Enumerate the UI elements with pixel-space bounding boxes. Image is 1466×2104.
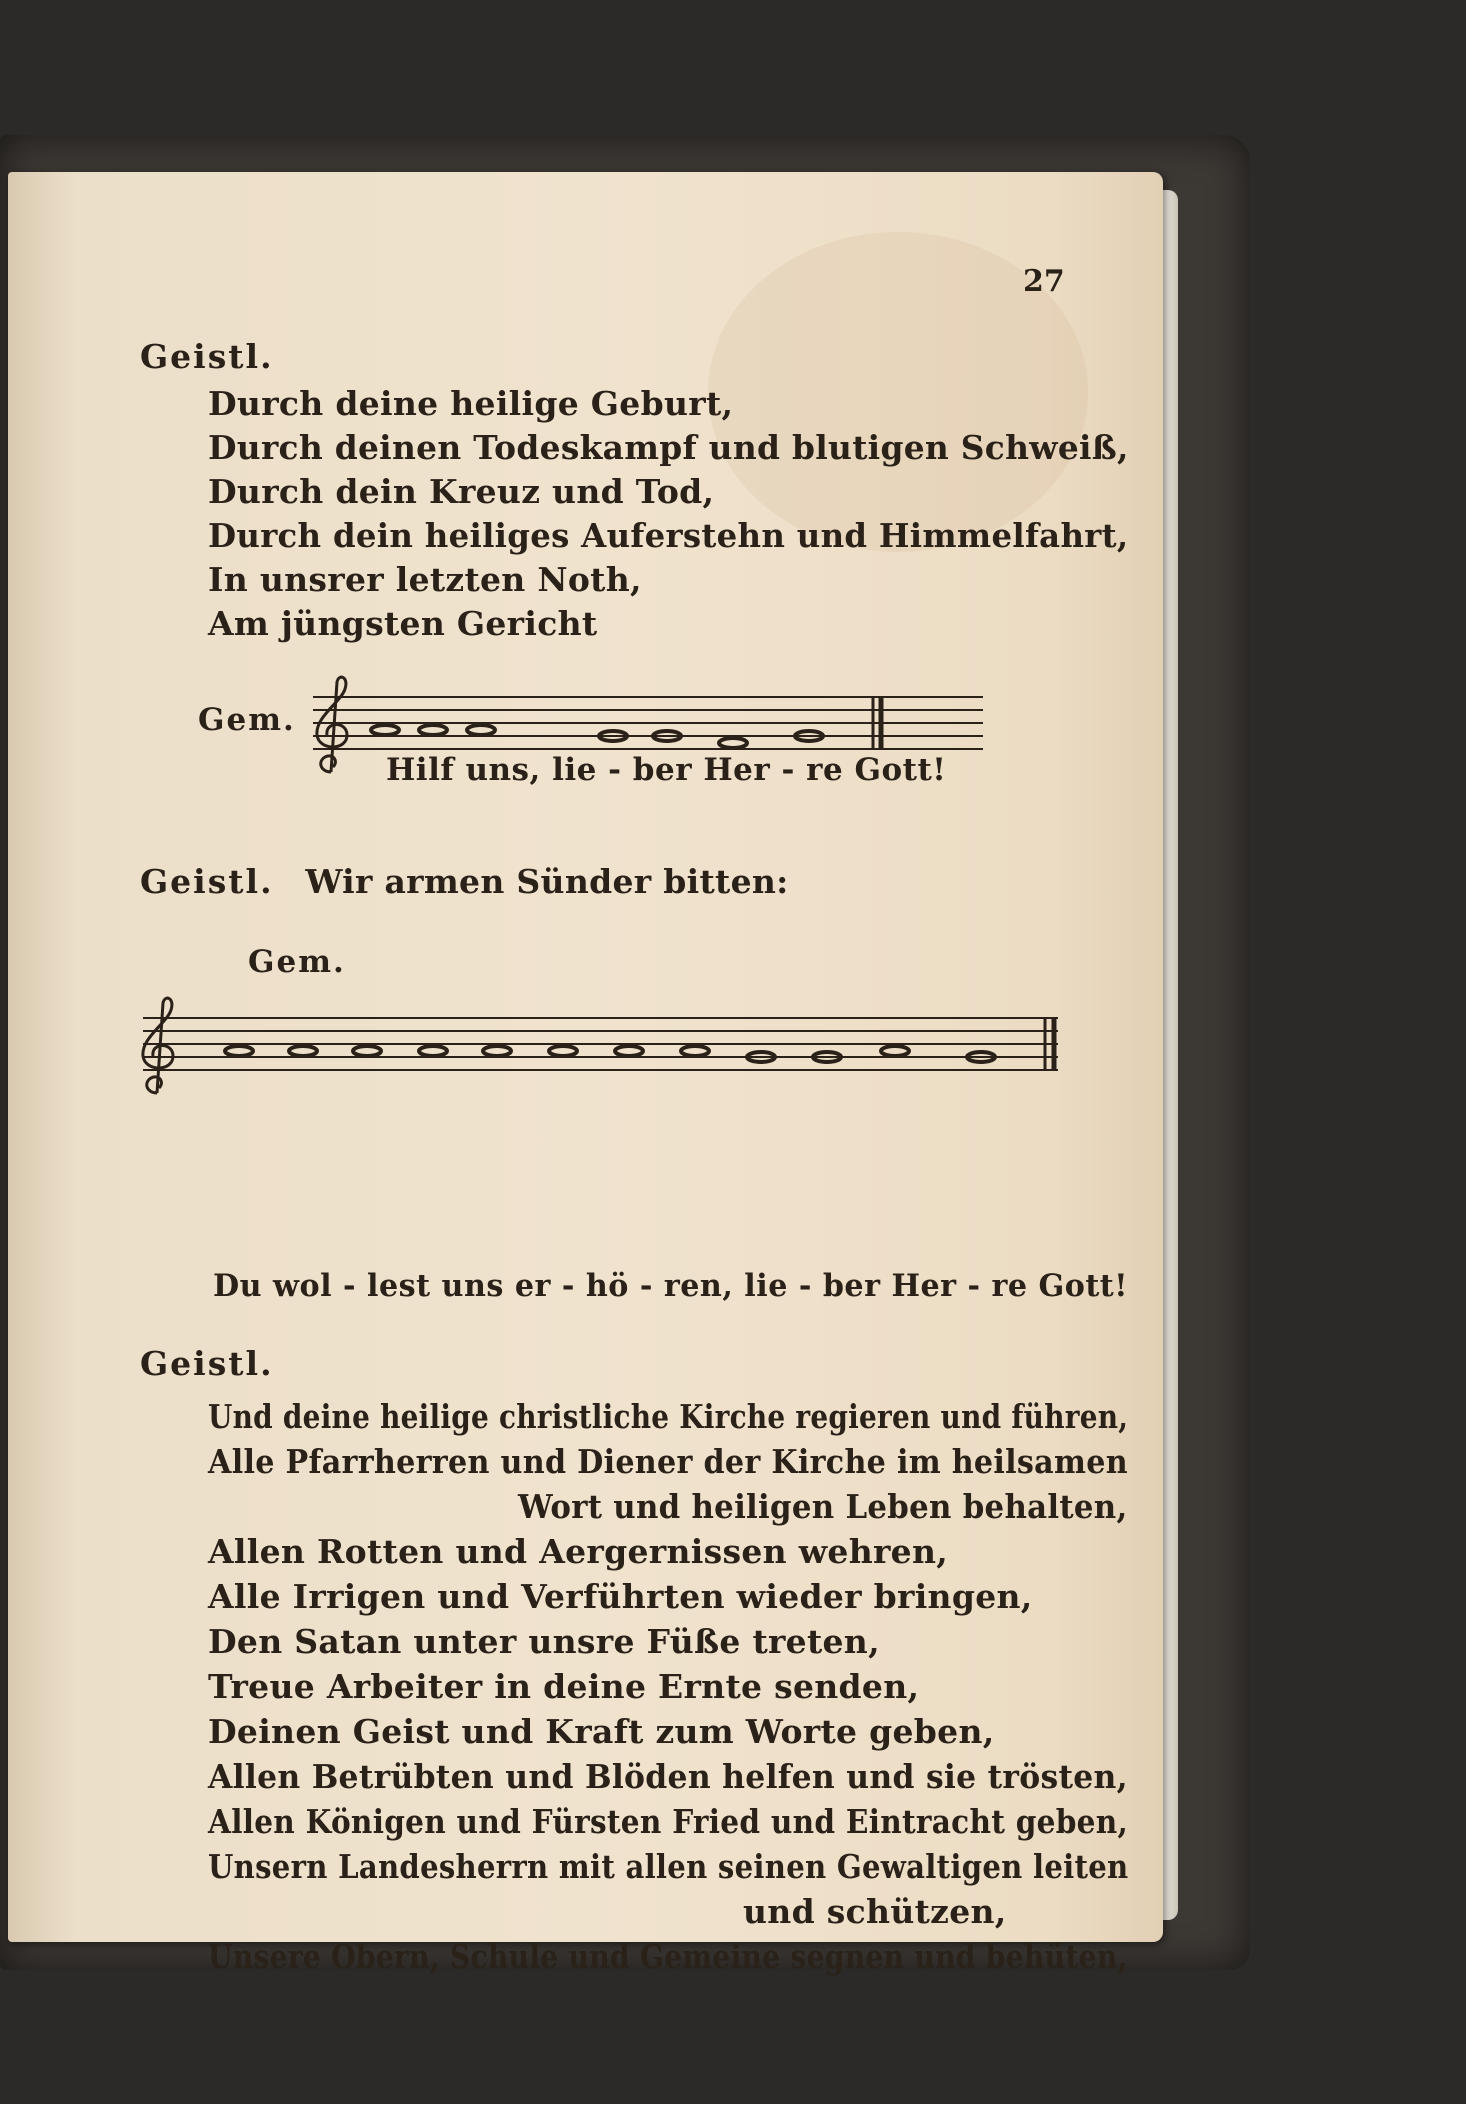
verse-line: und schützen, bbox=[743, 1892, 1007, 1931]
music-staff-2 bbox=[133, 998, 1073, 1108]
speaker-label-gem: Gem. bbox=[198, 702, 296, 738]
verse-line: Alle Irrigen und Verführten wieder bringen, bbox=[208, 1577, 1033, 1616]
verse-line: Am jüngsten Gericht bbox=[208, 604, 598, 643]
verse-line: Den Satan unter unsre Füße treten, bbox=[208, 1622, 880, 1661]
verse-line: Allen Königen und Fürsten Fried und Eintracht geben, bbox=[208, 1802, 1129, 1841]
verse-line: Unsere Obern, Schule und Gemeine segnen und behüten, bbox=[208, 1937, 1128, 1976]
response-lyrics-1: Hilf uns, lie - ber Her - re Gott! bbox=[386, 752, 947, 788]
page-number: 27 bbox=[1023, 264, 1065, 299]
response-lyrics-2: Du wol - lest uns er - hö - ren, lie - ber Her - re Gott! bbox=[213, 1268, 1128, 1304]
verse-line: Durch dein Kreuz und Tod, bbox=[208, 472, 715, 511]
verse-line: In unsrer letzten Noth, bbox=[208, 560, 642, 599]
verse-line: Allen Rotten und Aergernissen wehren, bbox=[208, 1532, 949, 1571]
verse-line: Durch deinen Todeskampf und blutigen Schweiß, bbox=[208, 428, 1129, 467]
speaker-label-geistl: Geistl. bbox=[140, 337, 274, 376]
petition-line bbox=[140, 862, 789, 901]
verse-line: Deinen Geist und Kraft zum Worte geben, bbox=[208, 1712, 995, 1751]
page-content bbox=[8, 172, 1163, 1976]
speaker-label-geistl: Geistl. bbox=[140, 862, 274, 901]
verse-line: Durch dein heiliges Auferstehn und Himmelfahrt, bbox=[208, 516, 1129, 555]
book-page bbox=[8, 172, 1163, 1976]
verse-line: Wort und heiligen Leben behalten, bbox=[518, 1487, 1128, 1526]
verse-line: Allen Betrübten und Blöden helfen und sie trösten, bbox=[208, 1757, 1128, 1796]
speaker-label-geistl: Geistl. bbox=[140, 1344, 274, 1383]
verse-line: Und deine heilige christliche Kirche regieren und führen, bbox=[208, 1397, 1129, 1436]
verse-line: Alle Pfarrherren und Diener der Kirche im heilsamen bbox=[208, 1442, 1128, 1481]
verse-line: Unsern Landesherrn mit allen seinen Gewaltigen leiten bbox=[208, 1847, 1129, 1886]
speaker-label-gem: Gem. bbox=[248, 944, 346, 980]
verse-line: Treue Arbeiter in deine Ernte senden, bbox=[208, 1667, 920, 1706]
petition-text: Wir armen Sünder bitten: bbox=[305, 862, 789, 901]
verse-line: Durch deine heilige Geburt, bbox=[208, 384, 734, 423]
